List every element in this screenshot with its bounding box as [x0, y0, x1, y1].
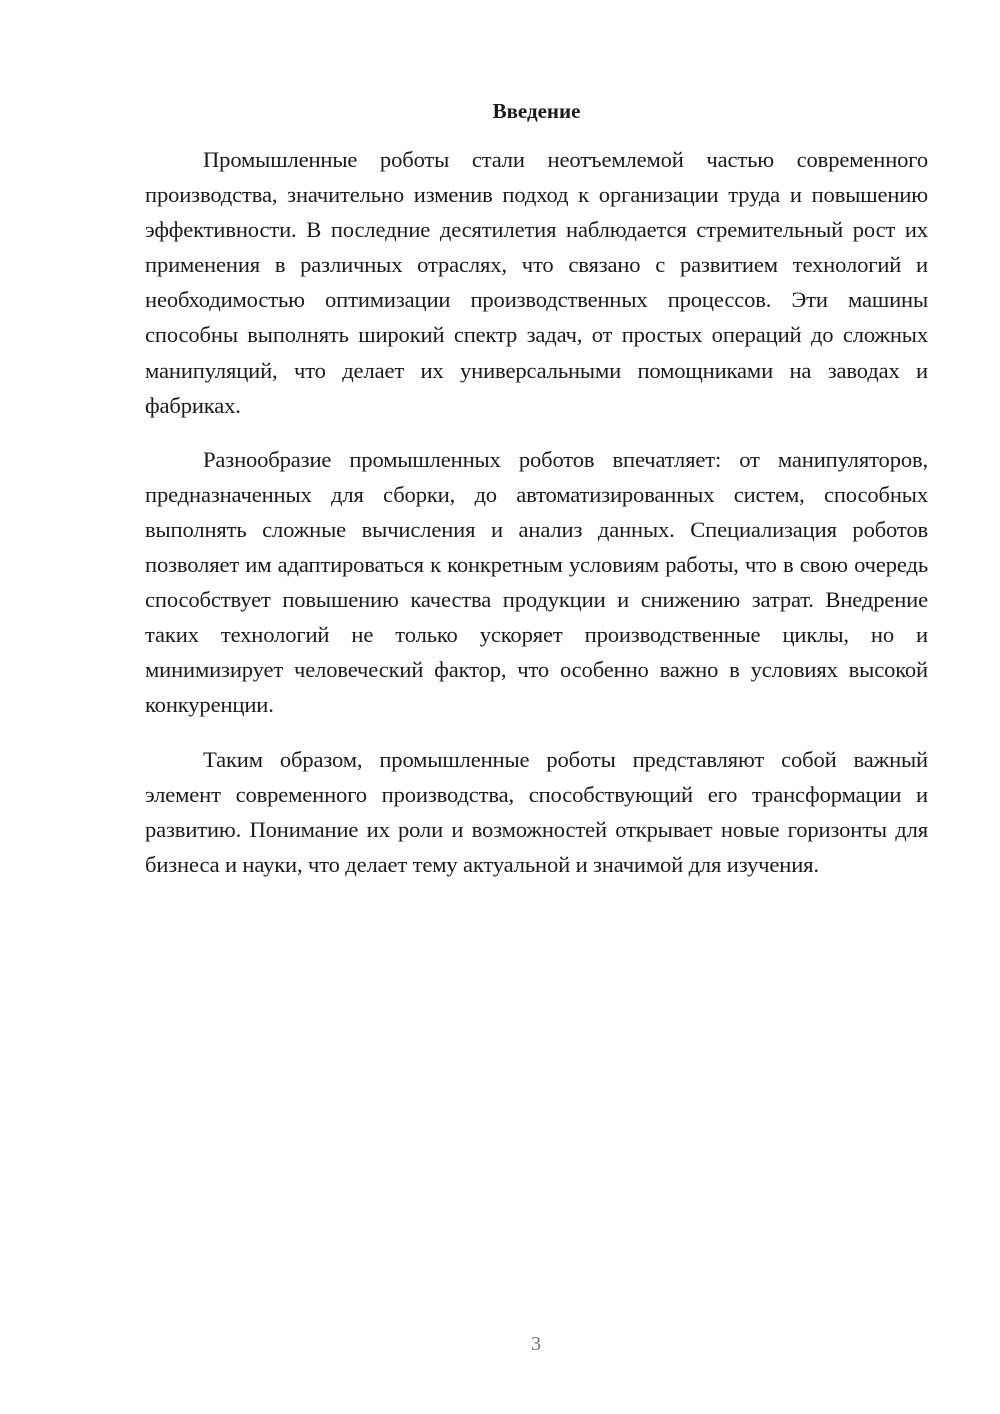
- paragraph-1: Промышленные роботы стали неотъемлемой частью современного производства, значительно изменив подход к организации труда и повышению эффективности. В последние десятилетия наблюдается стремительный рост их применения в различных отраслях, что связано с развитием технологий и необходимостью оптимизации производственных процессов. Эти машины способны выполнять широкий спектр задач, от простых операций до сложных манипуляций, что делает их универсальными помощниками на заводах и фабриках.: [145, 147, 928, 418]
- body-text: [145, 142, 928, 901]
- section-heading: Введение: [492, 99, 581, 123]
- paragraph-2: Разнообразие промышленных роботов впечатляет: от манипуляторов, предназначенных для сборки, до автоматизированных систем, способных выполнять сложные вычисления и анализ данных. Специализация роботов позволяет им адаптироваться к конкретным условиям работы, что в свою очередь способствует повышению качества продукции и снижению затрат. Внедрение таких технологий не только ускоряет производственные циклы, но и минимизирует человеческий фактор, что особенно важно в условиях высокой конкуренции.: [145, 446, 928, 718]
- page-number: 3: [531, 1333, 541, 1355]
- paragraph-3: Таким образом, промышленные роботы представляют собой важный элемент современного производства, способствующий его трансформации и развитию. Понимание их роли и возможностей открывает новые горизонты для бизнеса и науки, что делает тему актуальной и значимой для изучения.: [145, 746, 928, 877]
